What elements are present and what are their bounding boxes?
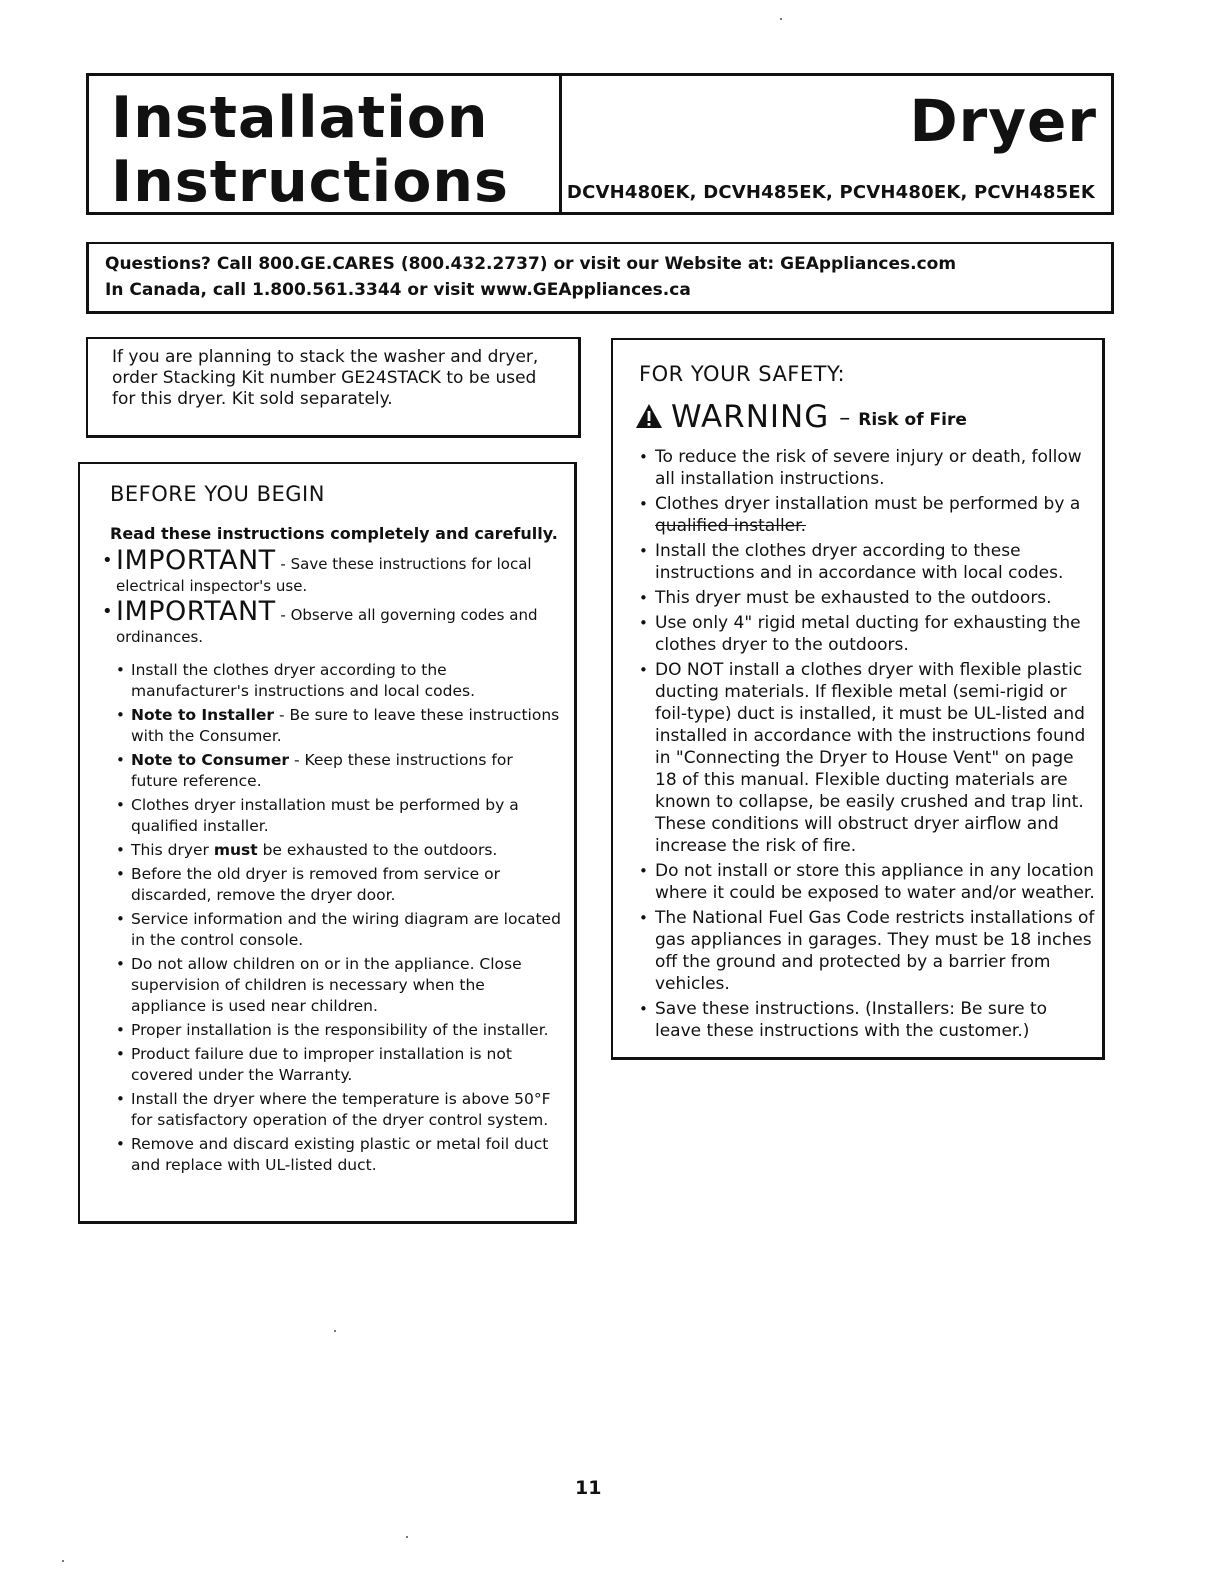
important-note-1 (102, 545, 556, 597)
list-item: • Note to Consumer - Keep these instructions for future reference. (116, 750, 561, 792)
contact-line-canada: In Canada, call 1.800.561.3344 or visit www.GEAppliances.ca (105, 280, 691, 300)
product-name: Dryer (909, 87, 1097, 155)
scan-speck (334, 1330, 336, 1332)
list-item: • Install the dryer where the temperature is above 50°F for satisfactory operation of the dryer control system. (116, 1089, 561, 1131)
warning-triangle-icon (635, 403, 663, 429)
list-item: • This dryer must be exhausted to the outdoors. (116, 840, 561, 861)
model-numbers: DCVH480EK, DCVH485EK, PCVH480EK, PCVH485EK (566, 182, 1095, 203)
bullet-icon: • (102, 550, 113, 571)
product-box (559, 73, 1114, 215)
list-item: • Product failure due to improper installation is not covered under the Warranty. (116, 1044, 561, 1086)
warning-dash: – (839, 406, 851, 431)
section-title: BEFORE YOU BEGIN (110, 482, 325, 506)
important-label: IMPORTANT (116, 545, 276, 576)
list-item: • Service information and the wiring diagram are located in the control console. (116, 909, 561, 951)
contact-line-us: Questions? Call 800.GE.CARES (800.432.2737) or visit our Website at: GEAppliances.com (105, 254, 957, 274)
list-item: • Note to Installer - Be sure to leave these instructions with the Consumer. (116, 705, 561, 747)
list-item: • Do not install or store this appliance in any location where it could be exposed to water and/or weather. (639, 860, 1097, 904)
warning-heading (635, 399, 967, 435)
stacking-kit-note (86, 337, 581, 438)
list-item: • Save these instructions. (Installers: Be sure to leave these instructions with the customer.) (639, 998, 1097, 1042)
list-item: • Do not allow children on or in the appliance. Close supervision of children is necessary when the appliance is used near children. (116, 954, 561, 1017)
document-title-line2: Instructions (111, 149, 509, 215)
list-item: • Install the clothes dryer according to the manufacturer's instructions and local codes. (116, 660, 561, 702)
list-item: • DO NOT install a clothes dryer with flexible plastic ducting materials. If flexible metal (semi-rigid or foil-type) duct is installed, it must be UL-listed and installed in accordance with the instructions found in "Connecting the Dryer to House Vent" on page 18 of this manual. Flexible ducting materials are known to collapse, be easily crushed and trap lint. These conditions will obstruct dryer airflow and increase the risk of fire. (639, 659, 1097, 857)
scan-speck (62, 1560, 64, 1562)
list-item: • The National Fuel Gas Code restricts installations of gas appliances in garages. They must be 18 inches off the ground and protected by a barrier from vehicles. (639, 907, 1097, 995)
important-text: - Save these instructions for local (275, 555, 532, 573)
warning-label: WARNING (671, 399, 830, 435)
stacking-kit-text: If you are planning to stack the washer and dryer, order Stacking Kit number GE24STACK to be used for this dryer. Kit sold separately. (112, 347, 539, 409)
scan-speck (780, 18, 782, 20)
document-title-line1: Installation (111, 85, 489, 151)
page-number: 11 (575, 1477, 602, 1499)
scan-speck (406, 1536, 408, 1538)
safety-section (611, 338, 1105, 1060)
important-text: - Observe all governing codes and (275, 606, 538, 624)
list-item: • Clothes dryer installation must be performed by a qualified installer. (639, 493, 1097, 537)
warning-subtitle: Risk of Fire (858, 410, 967, 430)
important-text-cont: ordinances. (116, 628, 204, 646)
safety-title: FOR YOUR SAFETY: (639, 362, 846, 386)
list-item: • Use only 4" rigid metal ducting for exhausting the clothes dryer to the outdoors. (639, 612, 1097, 656)
list-item: • Clothes dryer installation must be performed by a qualified installer. (116, 795, 561, 837)
bullet-icon: • (102, 601, 113, 622)
list-item: • Proper installation is the responsibility of the installer. (116, 1020, 561, 1041)
before-list (116, 660, 561, 1179)
before-you-begin-section (78, 462, 577, 1224)
safety-list (639, 446, 1097, 1045)
list-item: • To reduce the risk of severe injury or death, follow all installation instructions. (639, 446, 1097, 490)
important-note-2 (102, 596, 556, 648)
list-item: • Install the clothes dryer according to these instructions and in accordance with local codes. (639, 540, 1097, 584)
list-item: • Remove and discard existing plastic or metal foil duct and replace with UL-listed duct. (116, 1134, 561, 1176)
important-label: IMPORTANT (116, 596, 276, 627)
important-text-cont: electrical inspector's use. (116, 577, 308, 595)
read-instructions-lead: Read these instructions completely and carefully. (110, 524, 558, 543)
list-item: • Before the old dryer is removed from service or discarded, remove the dryer door. (116, 864, 561, 906)
title-box (86, 73, 561, 215)
list-item: • This dryer must be exhausted to the outdoors. (639, 587, 1097, 609)
contact-box (86, 242, 1114, 314)
